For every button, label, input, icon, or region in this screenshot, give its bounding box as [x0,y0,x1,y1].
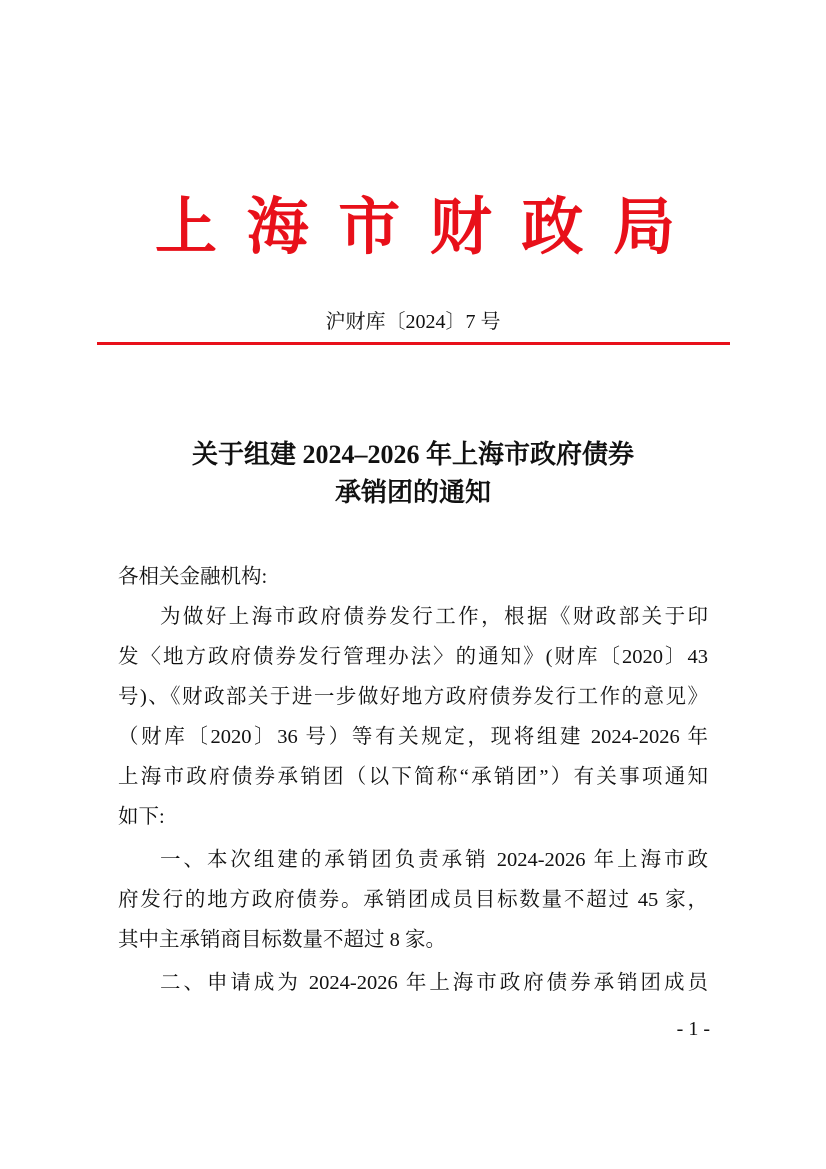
org-char: 市 [338,194,401,262]
document-title-line-2: 承销团的通知 [334,478,491,507]
org-char: 财 [429,194,492,262]
page-number: - 1 - [676,1018,710,1040]
body-line: 二、申请成为 2024-2026 年上海市政府债券承销团成员 [160,972,708,994]
body-line: 府发行的地方政府债券。承销团成员目标数量不超过 45 家， [118,889,708,911]
org-char: 上 [155,194,218,262]
body-line: 发〈地方政府债券发行管理办法〉的通知》(财库〔2020〕43 [118,646,708,668]
org-char: 海 [246,194,309,262]
salutation: 各相关金融机构: [118,566,268,588]
body-line: 为做好上海市政府债券发行工作，根据《财政部关于印 [160,606,708,628]
org-char: 局 [612,194,675,262]
body-line: 一、本次组建的承销团负责承销 2024-2026 年上海市政 [160,849,708,871]
red-divider [97,342,730,345]
body-line: 号)、《财政部关于进一步做好地方政府债券发行工作的意见》 [118,686,708,708]
body-line: 其中主承销商目标数量不超过 8 家。 [118,929,446,951]
body-line: 上海市政府债券承销团（以下简称“承销团”）有关事项通知 [118,766,708,788]
body-line: 如下: [118,806,165,828]
issuing-authority-header [155,188,675,268]
document-title-line-1: 关于组建 2024–2026 年上海市政府债券 [191,440,634,469]
org-char: 政 [521,194,584,262]
document-number: 沪财库〔2024〕7 号 [325,311,501,333]
body-line: （财库〔2020〕36 号）等有关规定，现将组建 2024-2026 年 [118,726,708,748]
